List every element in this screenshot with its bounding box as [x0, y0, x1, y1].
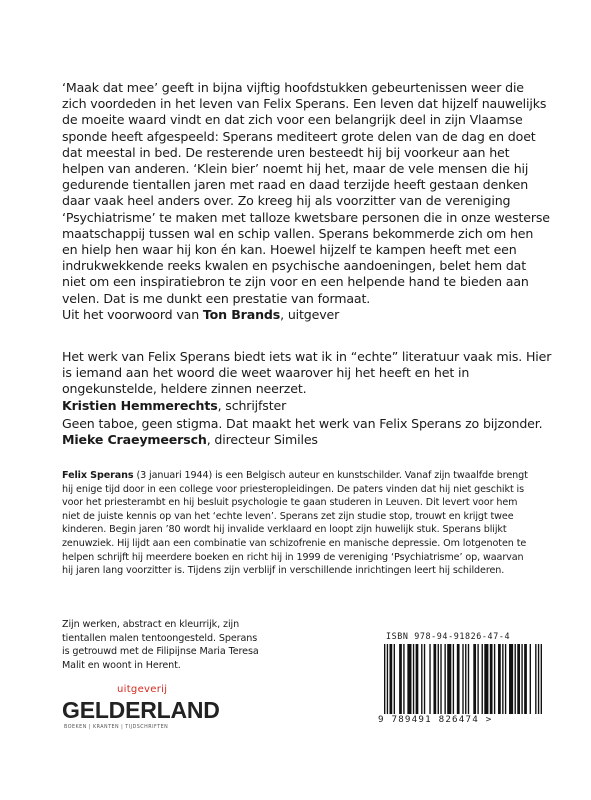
- barcode-bar: [482, 644, 483, 714]
- review-attribution: Kristien Hemmerechts, schrijfster: [62, 397, 287, 413]
- barcode-bars: [384, 644, 542, 714]
- foreword-paragraph: ‘Maak dat mee’ geeft in bijna vijftig hoofdstukken gebeurtenissen weer die zich voordeden in het leven van Felix Sperans. Een leven dat hijzelf nauwelijks de moeite waard vindt en dat zich voor een belangrijk deel in zijn Vlaamse sponde heeft afgespeeld: Sperans mediteert grote delen van de dag en doet dat meestal in bed. De resterende uren besteedt hij bij voorkeur aan het helpen van anderen. ‘Klein bier’ noemt hij het, maar de vele mensen die hij gedurende tientallen jaren met raad en daad terzijde heeft gestaan denken daar vaak heel anders over. Zo kreeg hij als voorzitter van de vereniging ‘Psychiatrisme’ te maken met talloze kwetsbare personen die in onze westerse maatschappij tussen wal en schip vallen. Sperans bekommerde zich om hen en hielp hen waar hij kon én kan. Hoewel hijzelf te kampen heeft met een indrukwekkende reeks kwalen en psychische aandoeningen, belet hem dat niet om een inspiratiebron te zijn voor en een helpende hand te bieden aan velen. Dat is me dunkt een prestatie van formaat.: [62, 80, 550, 306]
- barcode-bar: [465, 644, 466, 714]
- barcode-bar: [505, 644, 506, 714]
- publisher-logo-name: GELDERLAND: [62, 697, 220, 723]
- barcode-bar: [468, 644, 469, 714]
- barcode-bar: [433, 644, 436, 714]
- barcode-bar: [498, 644, 501, 714]
- publisher-logo-top: uitgeverij: [117, 684, 168, 695]
- barcode-bar: [502, 644, 503, 714]
- barcode-bar: [399, 644, 402, 714]
- barcode-bar: [421, 644, 422, 714]
- bio-author-name: Felix Sperans: [62, 470, 134, 481]
- barcode-bar: [440, 644, 441, 714]
- bio-text: (3 januari 1944) is een Belgisch auteur en kunstschilder. Vanaf zijn twaalfde brengt hij enige tijd door in een college voor priesteropleidingen. De paters vinden dat hij niet geschikt is voor het priesterambt en hij besluit psychologie te gaan studeren in Leuven. Dit levert voor hem niet de juiste kennis op van het ‘echte leven’. Sperans zet zijn studie stop, trouwt en krijgt twee kinderen. Begin jaren ’80 wordt hij invalide verklaard en loopt zijn huwelijk stuk. Sperans blijkt zenuwziek. Hij lijdt aan een combinatie van schizofrenie en manische depressie. Om lotgenoten te helpen schrijft hij meerdere boeken en richt hij in 1999 de vereniging ‘Psychiatrisme’ op, waarvan hij jaren lang voorzitter is. Tijdens zijn verblijf in verschillende inrichtingen leert hij schilderen.: [62, 470, 528, 577]
- barcode-bar: [530, 644, 531, 714]
- publisher-logo: [62, 684, 220, 734]
- author-bio: [62, 469, 532, 578]
- barcode-bar: [517, 644, 520, 714]
- barcode-bar: [438, 644, 439, 714]
- barcode-bar: [484, 644, 488, 714]
- barcode-bar: [389, 644, 392, 714]
- barcode-bar: [403, 644, 404, 714]
- barcode-bar: [473, 644, 476, 714]
- isbn-barcode: [374, 631, 550, 731]
- author-bio-continuation: Zijn werken, abstract en kleurrijk, zijn tientallen malen tentoongesteld. Sperans is getrouwd met de Filipijnse Maria Teresa Malit en woont in Herent.: [62, 619, 259, 671]
- barcode-bar: [521, 644, 522, 714]
- barcode-bar: [413, 644, 414, 714]
- barcode-bar: [462, 644, 463, 714]
- barcode-bar: [457, 644, 460, 714]
- review-quote-craeymeersch: [62, 416, 552, 448]
- barcode-bar: [429, 644, 430, 714]
- foreword-quote: [62, 80, 552, 323]
- foreword-attribution: Uit het voorwoord van Ton Brands, uitgever: [62, 306, 340, 322]
- barcode-bar: [490, 644, 493, 714]
- publisher-logo-tagline: BOEKEN | KRANTEN | TIJDSCHRIFTEN: [64, 725, 169, 730]
- barcode-bar: [541, 644, 542, 714]
- review-text: Het werk van Felix Sperans biedt iets wat ik in “echte” literatuur vaak mis. Hier is iemand aan het woord die weet waarover hij het heeft en het in ongekunstelde, heldere zinnen neerzet.: [62, 349, 552, 397]
- barcode-bar: [477, 644, 478, 714]
- review-quote-hemmerechts: [62, 349, 552, 414]
- barcode-bar: [524, 644, 527, 714]
- barcode-bar: [515, 644, 516, 714]
- barcode-bar: [424, 644, 425, 714]
- barcode-bar: [387, 644, 388, 714]
- barcode-bar: [453, 644, 454, 714]
- review-text: Geen taboe, geen stigma. Dat maakt het werk van Felix Sperans zo bijzonder.: [62, 416, 543, 431]
- barcode-bar: [538, 644, 539, 714]
- barcode-bar: [509, 644, 513, 714]
- barcode-bar: [407, 644, 411, 714]
- review-attribution: Mieke Craeymeersch, directeur Similes: [62, 432, 318, 448]
- isbn-label: ISBN 978-94-91826-47-4: [386, 631, 511, 641]
- barcode-digits: 9 789491 826474 >: [378, 714, 493, 725]
- barcode-bar: [416, 644, 419, 714]
- foreword-author: Ton Brands: [202, 306, 281, 322]
- barcode-bar: [494, 644, 495, 714]
- barcode-bar: [535, 644, 536, 714]
- barcode-bar: [394, 644, 395, 714]
- barcode-bar: [444, 644, 445, 714]
- barcode-bar: [447, 644, 451, 714]
- barcode-bar: [384, 644, 385, 714]
